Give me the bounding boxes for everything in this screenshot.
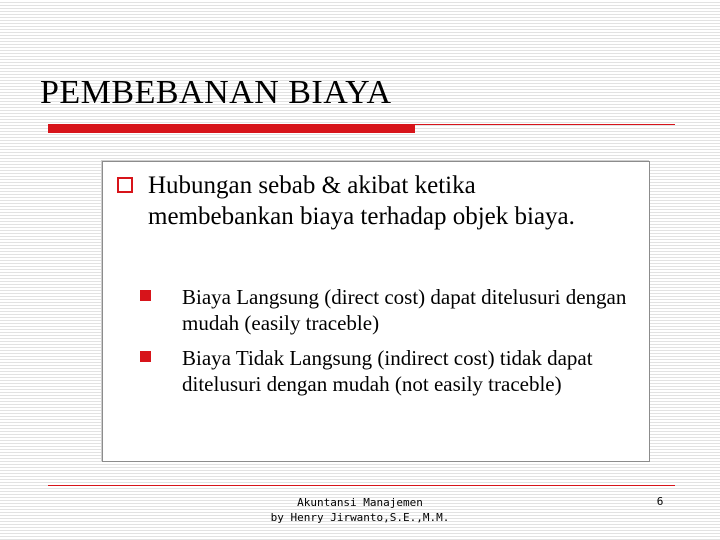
page-number: 6 xyxy=(656,495,664,508)
slide-title: PEMBEBANAN BIAYA xyxy=(40,74,392,111)
main-bullet-item xyxy=(117,170,627,232)
footer-credit xyxy=(210,495,510,525)
sub-bullet-text: Biaya Langsung (direct cost) dapat ditelusuri dengan mudah (easily traceble) xyxy=(182,285,627,335)
footer-course: Akuntansi Manajemen xyxy=(297,496,423,509)
footer-divider xyxy=(48,485,675,486)
title-accent-bar xyxy=(48,124,415,133)
main-bullet-text: Hubungan sebab & akibat ketika membebankan biaya terhadap objek biaya. xyxy=(148,172,575,230)
content-box xyxy=(102,161,650,462)
sub-bullet-item xyxy=(140,284,645,336)
hollow-square-bullet-icon xyxy=(117,177,133,193)
sub-bullet-item xyxy=(140,345,645,397)
filled-square-bullet-icon xyxy=(140,290,151,301)
filled-square-bullet-icon xyxy=(140,351,151,362)
title-accent-line xyxy=(415,124,675,125)
sub-bullet-text: Biaya Tidak Langsung (indirect cost) tidak dapat ditelusuri dengan mudah (not easily traceble) xyxy=(182,346,593,396)
footer-author: by Henry Jirwanto,S.E.,M.M. xyxy=(270,511,450,524)
sub-bullet-list xyxy=(140,284,645,406)
